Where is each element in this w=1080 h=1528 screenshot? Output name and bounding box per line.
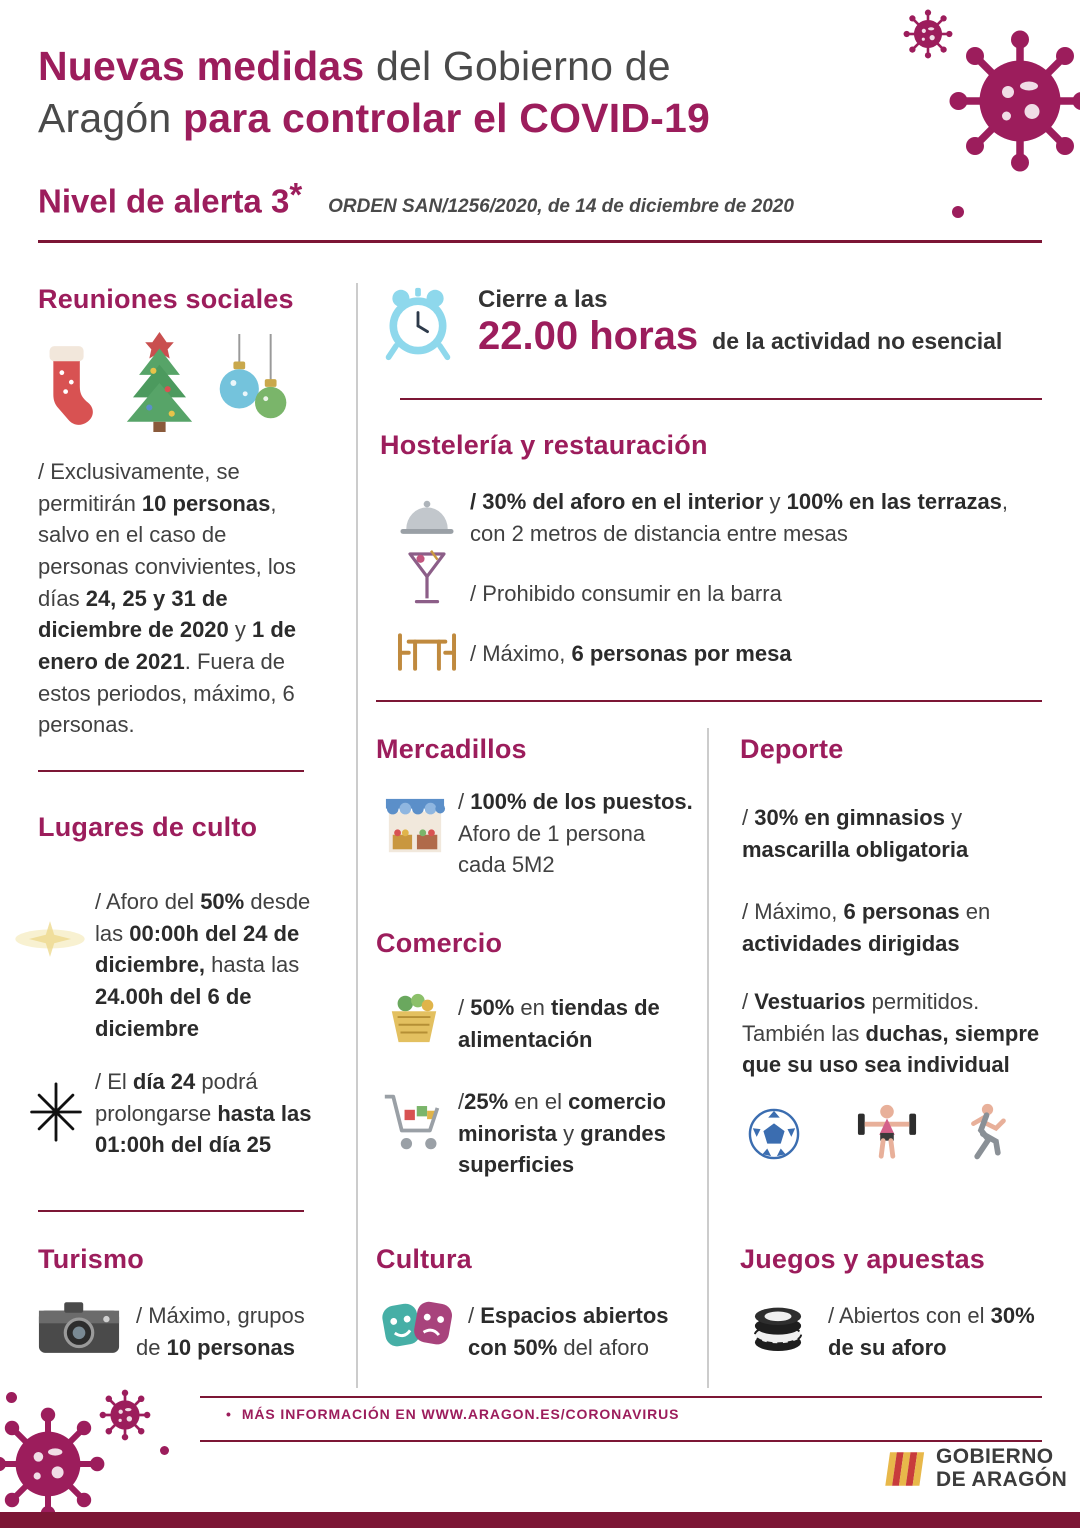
order-reference: ORDEN SAN/1256/2020, de 14 de diciembre de 2020 xyxy=(328,196,794,218)
aragon-flag-icon xyxy=(884,1450,926,1488)
weightlifter-icon xyxy=(856,1100,918,1162)
hosteleria-item-1: / 30% del aforo en el interior y 100% en las terrazas, con 2 metros de distancia entre mesas xyxy=(470,489,1009,546)
divider xyxy=(376,700,1042,702)
closing-suffix: de la actividad no esencial xyxy=(712,328,1003,354)
alert-level: Nivel de alerta 3* xyxy=(38,176,303,220)
section-heading-reuniones: Reuniones sociales xyxy=(38,284,294,314)
baubles-icon xyxy=(218,334,290,432)
stocking-icon xyxy=(42,340,94,428)
virus-dot xyxy=(6,1392,17,1403)
section-heading-comercio: Comercio xyxy=(376,928,503,958)
footer-divider-bottom xyxy=(200,1440,1042,1442)
camera-icon xyxy=(36,1298,122,1356)
christmas-tree-icon xyxy=(116,330,204,432)
title-line-1: Nuevas medidas del Gobierno de xyxy=(38,43,671,89)
culto-item-2: / El día 24 podrá prolongarse hasta las 01:00h del día 25 xyxy=(95,1069,312,1158)
cocktail-icon xyxy=(406,546,448,612)
market-stall-icon xyxy=(384,796,446,858)
deporte-item-1: / 30% en gimnasios y mascarilla obligatoria xyxy=(742,805,969,862)
mercadillos-text: / 100% de los puestos. Aforo de 1 persona cada 5M2 xyxy=(458,789,693,878)
virus-icon xyxy=(945,26,1080,176)
footer-info-text: MÁS INFORMACIÓN EN WWW.ARAGON.ES/CORONAVIRUS xyxy=(241,1406,680,1422)
comercio-item-2: /25% en el comercio minorista y grandes superficies xyxy=(458,1089,666,1178)
section-heading-culto: Lugares de culto xyxy=(38,812,258,842)
section-heading-turismo: Turismo xyxy=(38,1244,144,1274)
closing-line-2 xyxy=(478,314,1042,359)
bullet: • xyxy=(226,1406,232,1422)
virus-dot xyxy=(160,1446,169,1455)
section-heading-cultura: Cultura xyxy=(376,1244,472,1274)
divider xyxy=(38,1210,304,1212)
closing-line-1: Cierre a las xyxy=(478,286,608,313)
grocery-basket-icon xyxy=(386,990,442,1046)
hosteleria-item-2: / Prohibido consumir en la barra xyxy=(470,581,782,606)
page-title xyxy=(38,40,868,144)
bottom-bar xyxy=(0,1512,1080,1528)
comercio-item-1: / 50% en tiendas de alimentación xyxy=(458,995,660,1052)
footer-info xyxy=(226,1406,679,1422)
table-chairs-icon xyxy=(396,630,458,674)
alarm-clock-icon xyxy=(380,286,456,362)
closing-time-block xyxy=(478,286,1042,359)
hosteleria-item-3: / Máximo, 6 personas por mesa xyxy=(470,641,792,666)
title-line-2: Aragón para controlar el COVID-19 xyxy=(38,95,710,142)
theater-masks-icon xyxy=(382,1296,452,1354)
virus-dot xyxy=(952,206,964,218)
section-heading-hosteleria: Hostelería y restauración xyxy=(380,430,708,460)
juegos-text: / Abiertos con el 30% de su aforo xyxy=(828,1303,1035,1360)
footer-divider-top xyxy=(200,1396,1042,1398)
deporte-item-2: / Máximo, 6 personas en actividades dirigidas xyxy=(742,899,991,956)
column-separator xyxy=(356,283,358,1388)
closing-time: 22.00 horas xyxy=(478,314,699,358)
column-separator xyxy=(707,728,709,1388)
poker-chips-icon xyxy=(752,1296,804,1354)
runner-icon xyxy=(952,1102,1008,1164)
soccer-ball-icon xyxy=(748,1108,800,1160)
sparkle-star-icon xyxy=(26,1082,86,1142)
divider xyxy=(38,770,304,772)
candle-glow-icon xyxy=(12,918,88,960)
reuniones-text: / Exclusivamente, se permitirán 10 personas, salvo en el caso de personas convivientes, los días 24, 25 y 31 de diciembre de 2020 y 1 de enero de 2021. Fuera de estos periodos, máximo, 6 personas. xyxy=(38,459,297,738)
section-heading-juegos: Juegos y apuestas xyxy=(740,1244,986,1274)
cultura-text: / Espacios abiertos con 50% del aforo xyxy=(468,1303,669,1360)
header-divider xyxy=(38,240,1042,243)
turismo-text: / Máximo, grupos de 10 personas xyxy=(136,1303,305,1360)
virus-icon xyxy=(0,1404,108,1524)
shopping-cart-icon xyxy=(382,1088,444,1156)
section-heading-deporte: Deporte xyxy=(740,734,844,764)
section-heading-mercadillos: Mercadillos xyxy=(376,734,527,764)
logo-line-1: GOBIERNO xyxy=(936,1445,1054,1468)
logo-line-2: DE ARAGÓN xyxy=(936,1467,1068,1491)
divider xyxy=(400,398,1042,400)
alert-asterisk: * xyxy=(289,176,303,213)
alert-level-row xyxy=(38,176,794,220)
cloche-icon xyxy=(398,496,456,542)
deporte-item-3: / Vestuarios permitidos. También las duchas, siempre que su uso sea individual xyxy=(742,989,1040,1078)
logo-text xyxy=(936,1446,1067,1491)
gobierno-aragon-logo xyxy=(884,1446,1067,1491)
footer-url-link[interactable]: WWW.ARAGON.ES/CORONAVIRUS xyxy=(421,1406,680,1422)
culto-item-1: / Aforo del 50% desde las 00:00h del 24 de diciembre, hasta las 24.00h del 6 de diciembre xyxy=(95,889,311,1041)
